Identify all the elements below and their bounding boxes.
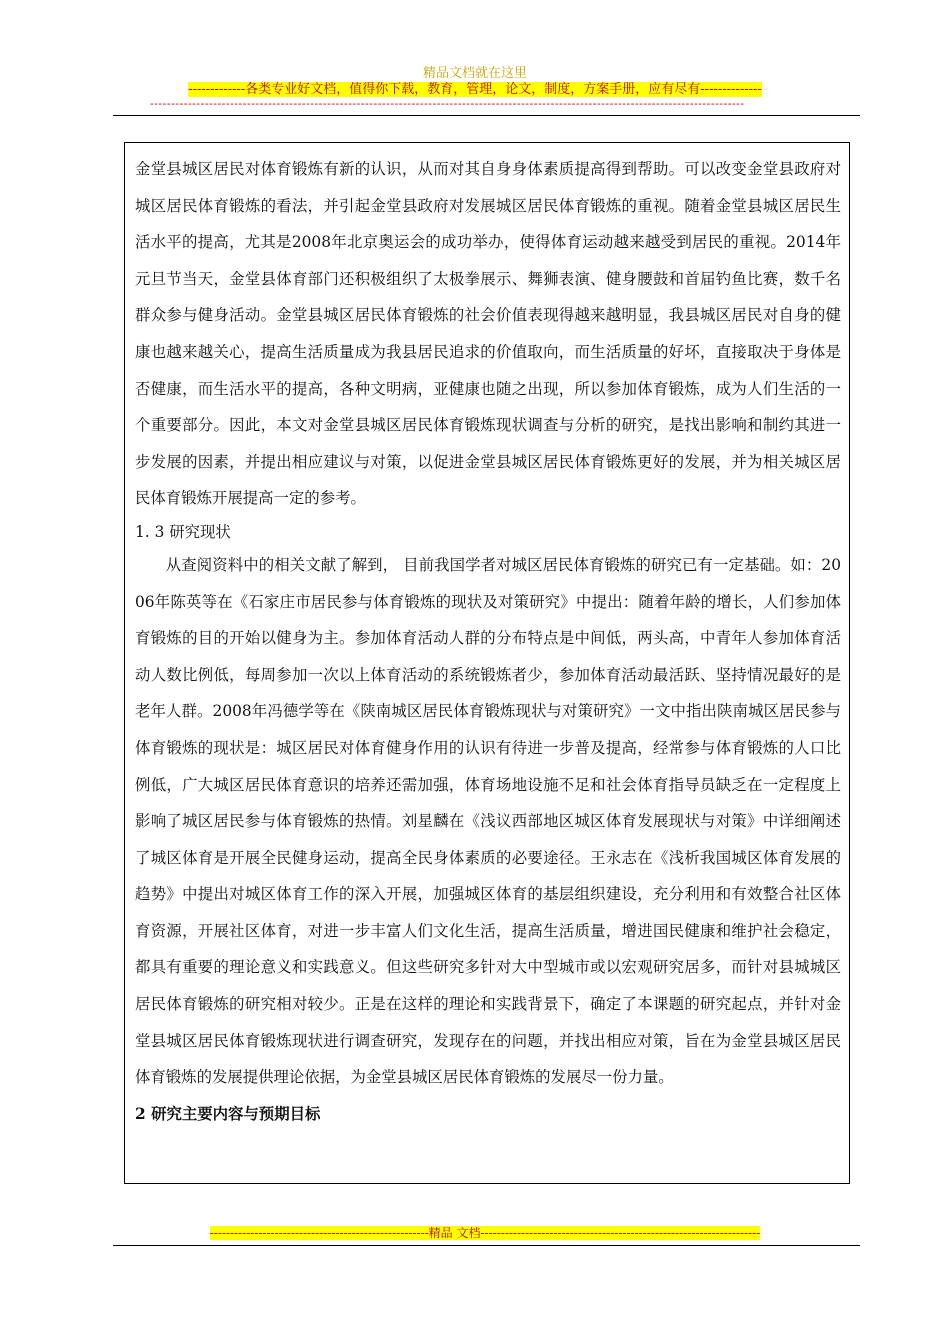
content-box <box>124 142 850 1184</box>
header-dash-line: --------------------------------------------------------------------------------------------------------------------------------------------- <box>150 98 745 110</box>
section-heading-research-status: 1. 3 研究现状 <box>135 522 231 541</box>
paragraph-background: 金堂县城区居民对体育锻炼有新的认识，从而对其自身身体素质提高得到帮助。可以改变金堂县政府对城区居民体育锻炼的看法，并引起金堂县政府对发展城区居民体育锻炼的重视。随着金堂县城区居民生活水平的提高，尤其是2008年北京奥运会的成功举办，使得体育运动越来越受到居民的重视。2014年元旦节当天，金堂县体育部门还积极组织了太极拳展示、舞狮表演、健身腰鼓和首届钓鱼比赛，数千名群众参与健身活动。金堂县城区居民体育锻炼的社会价值表现得越来越明显，我县城区居民对自身的健康也越来越关心，提高生活质量成为我县居民追求的价值取向，而生活质量的好坏，直接取决于身体是否健康，而生活水平的提高，各种文明病，亚健康也随之出现，所以参加体育锻炼，成为人们生活的一个重要部分。因此，本文对金堂县城区居民体育锻炼现状调查与分析的研究，是找出影响和制约其进一步发展的因素，并提出相应建议与对策，以促进金堂县城区居民体育锻炼更好的发展，并为相关城区居民体育锻炼开展提高一定的参考。 <box>135 160 841 508</box>
header-title <box>0 66 950 82</box>
section-heading-main-content: 2 研究主要内容与预期目标 <box>135 1104 321 1123</box>
footer-rule <box>113 1245 860 1246</box>
paragraph-research-status: 从查阅资料中的相关文献了解到， 目前我国学者对城区居民体育锻炼的研究已有一定基础。如：2006年陈英等在《石家庄市居民参与体育锻炼的现状及对策研究》中提出：随着年龄的增长，人们参加体育锻炼的目的开始以健身为主。参加体育活动人群的分布特点是中间低，两头高，中青年人参加体育活动人数比例低，每周参加一次以上体育活动的系统锻炼者少，参加体育活动最活跃、坚持情况最好的是老年人群。2008年冯德学等在《陕南城区居民体育锻炼现状与对策研究》一文中指出陕南城区居民参与体育锻炼的现状是：城区居民对体育健身作用的认识有待进一步普及提高，经常参与体育锻炼的人口比例低，广大城区居民体育意识的培养还需加强，体育场地设施不足和社会体育指导员缺乏在一定程度上影响了城区居民参与体育锻炼的热情。刘星麟在《浅议西部地区城区体育发展现状与对策》中详细阐述了城区体育是开展全民健身运动，提高全民身体素质的必要途径。王永志在《浅析我国城区体育发展的趋势》中提出对城区体育工作的深入开展，加强城区体育的基层组织建设，充分利用和有效整合社区体育资源，开展社区体育，对进一步丰富人们文化生活，提高生活质量，增进国民健康和维护社会稳定，都具有重要的理论意义和实践意义。但这些研究多针对大中型城市或以宏观研究居多，而针对县城城区居民体育锻炼的研究相对较少。正是在这样的理论和实践背景下，确定了本课题的研究起点，并针对金堂县城区居民体育锻炼现状进行调查研究，发现存在的问题，并找出相应对策，旨在为金堂县城区居民体育锻炼的发展提供理论依据，为金堂县城区居民体育锻炼的发展尽一份力量。 <box>135 555 841 1087</box>
footer-band-text: ------------------------------------------------------精品 文档--------------------------------------------------------------------- <box>209 1226 761 1240</box>
footer-band <box>150 1226 820 1240</box>
header-title-text: 精品文档就在这里 <box>422 66 527 81</box>
header-tagline-text: -------------各类专业好文档，值得你下载，教育，管理，论文，制度，方案手册，应有尽有-------------- <box>188 82 762 97</box>
header-rule <box>113 115 860 116</box>
header-tagline <box>0 82 950 98</box>
